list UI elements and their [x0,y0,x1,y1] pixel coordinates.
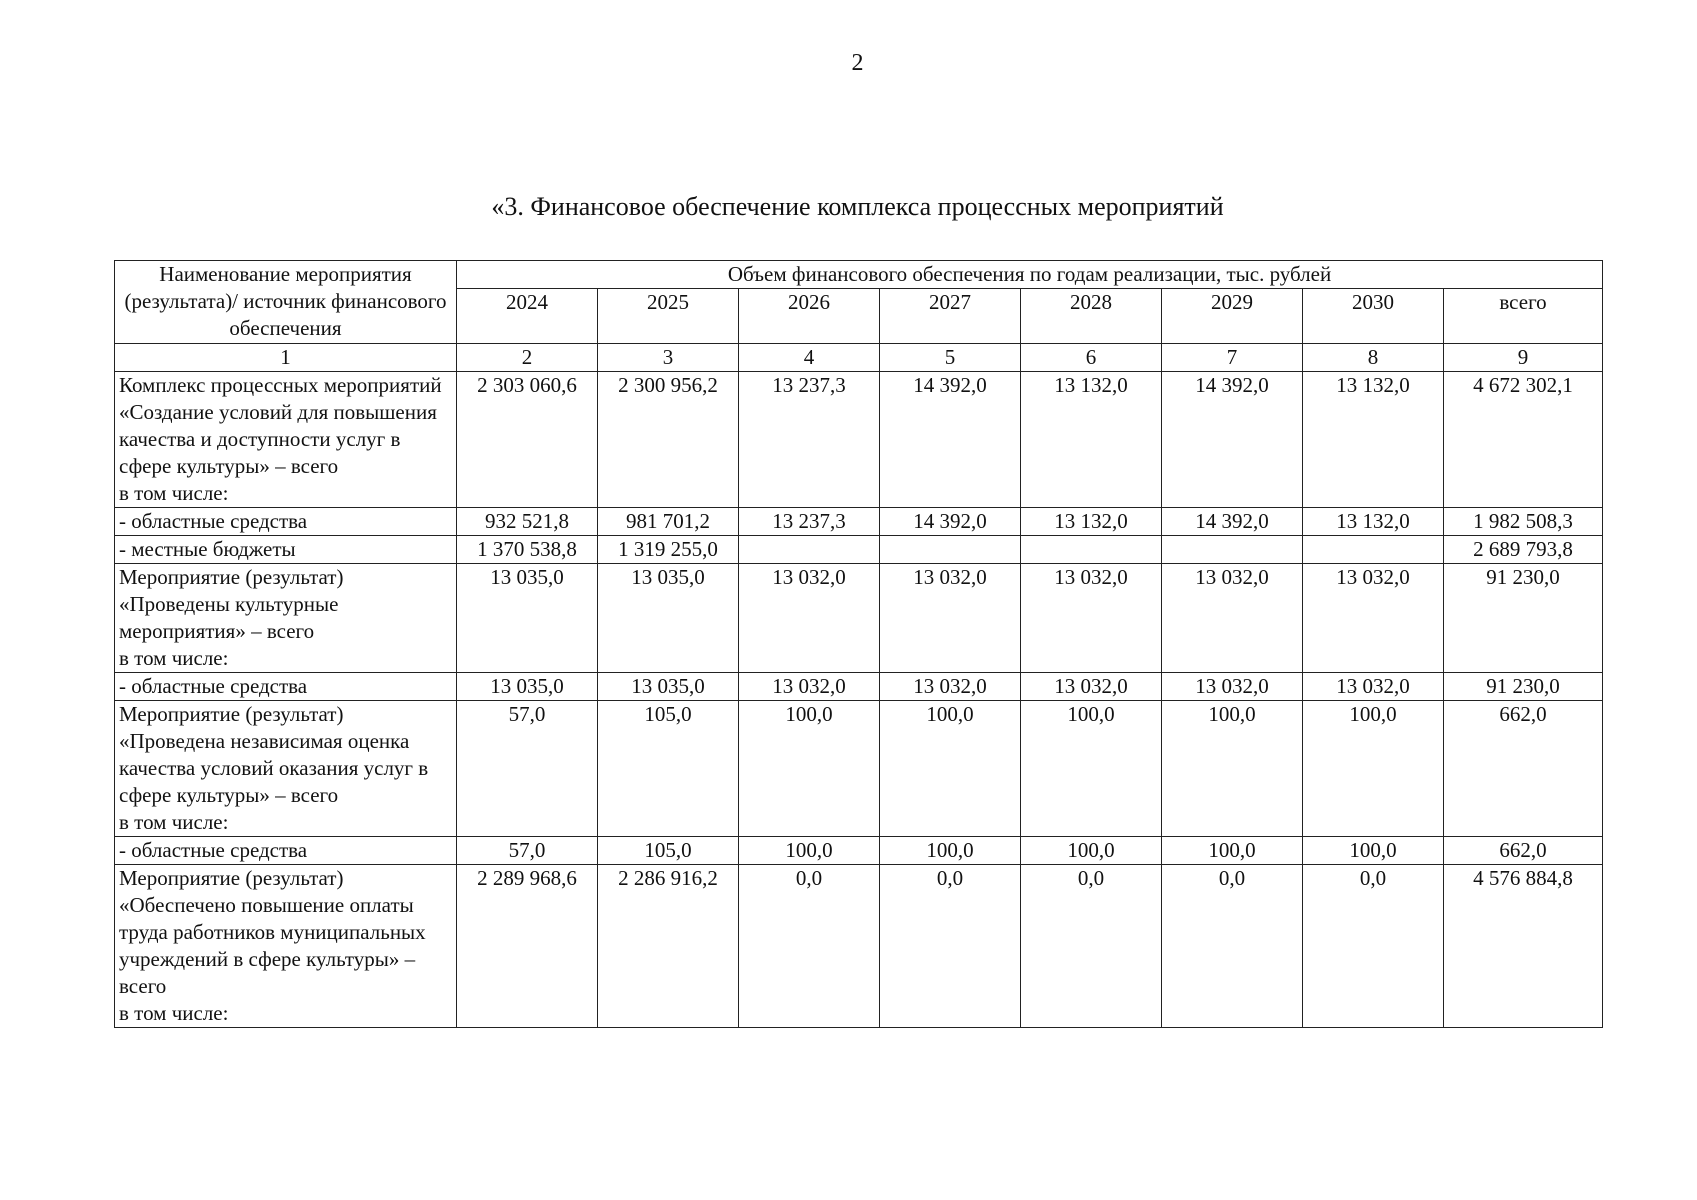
column-number: 2 [457,344,598,372]
row-value: 13 035,0 [457,673,598,701]
financing-table [114,260,1603,1028]
column-number: 3 [598,344,739,372]
section-title: «3. Финансовое обеспечение комплекса процессных мероприятий [491,192,1224,221]
row-value: 13 132,0 [1303,372,1444,508]
row-value [739,536,880,564]
table-row [115,508,1603,536]
row-value: 2 303 060,6 [457,372,598,508]
row-total: 91 230,0 [1444,564,1603,673]
header-year: 2025 [598,289,739,344]
row-value [1162,536,1303,564]
row-total: 662,0 [1444,837,1603,865]
row-value: 100,0 [1021,837,1162,865]
row-value: 13 032,0 [880,564,1021,673]
row-value: 105,0 [598,837,739,865]
row-value: 100,0 [1303,837,1444,865]
header-year: 2026 [739,289,880,344]
row-value: 13 237,3 [739,372,880,508]
row-value: 1 319 255,0 [598,536,739,564]
row-total: 1 982 508,3 [1444,508,1603,536]
column-number-row [115,344,1603,372]
table-row [115,701,1603,837]
row-value: 1 370 538,8 [457,536,598,564]
row-value: 0,0 [1162,865,1303,1028]
row-value [1303,536,1444,564]
header-year: 2028 [1021,289,1162,344]
row-value: 13 132,0 [1303,508,1444,536]
row-value: 0,0 [1303,865,1444,1028]
row-value: 100,0 [1021,701,1162,837]
row-value: 932 521,8 [457,508,598,536]
row-value [880,536,1021,564]
row-value: 981 701,2 [598,508,739,536]
column-number: 1 [115,344,457,372]
header-row-1 [115,261,1603,289]
row-value: 13 032,0 [880,673,1021,701]
row-value: 2 286 916,2 [598,865,739,1028]
header-name-column: Наименование мероприятия (результата)/ источник финансового обеспечения [115,261,457,344]
row-value: 2 289 968,6 [457,865,598,1028]
row-name: - областные средства [115,673,457,701]
row-value: 14 392,0 [880,372,1021,508]
page-number: 2 [851,50,864,76]
header-year: 2029 [1162,289,1303,344]
row-total: 91 230,0 [1444,673,1603,701]
row-value: 100,0 [1162,701,1303,837]
row-value: 13 032,0 [739,564,880,673]
table-row [115,837,1603,865]
column-number: 4 [739,344,880,372]
row-total: 4 576 884,8 [1444,865,1603,1028]
column-number: 7 [1162,344,1303,372]
row-name: Комплекс процессных мероприятий «Создание условий для повышения качества и доступности услуг в сфере культуры» – всего в том числе: [115,372,457,508]
row-value: 0,0 [739,865,880,1028]
row-value: 100,0 [739,837,880,865]
row-value: 0,0 [880,865,1021,1028]
table-row [115,865,1603,1028]
row-name: - областные средства [115,837,457,865]
row-value: 100,0 [1303,701,1444,837]
row-value: 0,0 [1021,865,1162,1028]
row-value: 13 132,0 [1021,372,1162,508]
row-value: 13 032,0 [1162,673,1303,701]
row-name: - областные средства [115,508,457,536]
header-year: 2030 [1303,289,1444,344]
row-value: 100,0 [880,701,1021,837]
row-value: 13 035,0 [457,564,598,673]
row-total: 4 672 302,1 [1444,372,1603,508]
row-value: 57,0 [457,837,598,865]
row-value: 2 300 956,2 [598,372,739,508]
row-value: 13 132,0 [1021,508,1162,536]
column-number: 9 [1444,344,1603,372]
row-name: Мероприятие (результат) «Обеспечено повышение оплаты труда работников муниципальных учреждений в сфере культуры» – всего в том числе: [115,865,457,1028]
row-value: 13 237,3 [739,508,880,536]
row-value: 13 035,0 [598,673,739,701]
row-value: 100,0 [880,837,1021,865]
row-total: 2 689 793,8 [1444,536,1603,564]
header-year: 2027 [880,289,1021,344]
row-value: 100,0 [1162,837,1303,865]
header-volume-caption: Объем финансового обеспечения по годам реализации, тыс. рублей [457,261,1603,289]
row-value [1021,536,1162,564]
row-value: 13 035,0 [598,564,739,673]
row-value: 13 032,0 [1303,564,1444,673]
row-value: 14 392,0 [1162,508,1303,536]
row-value: 57,0 [457,701,598,837]
table-row [115,673,1603,701]
row-name: Мероприятие (результат) «Проведены культурные мероприятия» – всего в том числе: [115,564,457,673]
table-row [115,372,1603,508]
header-year: 2024 [457,289,598,344]
row-value: 13 032,0 [1303,673,1444,701]
column-number: 8 [1303,344,1444,372]
row-total: 662,0 [1444,701,1603,837]
row-value: 13 032,0 [1162,564,1303,673]
column-number: 5 [880,344,1021,372]
header-total: всего [1444,289,1603,344]
row-value: 105,0 [598,701,739,837]
row-value: 13 032,0 [1021,673,1162,701]
table-row [115,536,1603,564]
row-value: 14 392,0 [1162,372,1303,508]
row-value: 13 032,0 [739,673,880,701]
row-name: Мероприятие (результат) «Проведена независимая оценка качества условий оказания услуг в сфере культуры» – всего в том числе: [115,701,457,837]
row-value: 100,0 [739,701,880,837]
row-value: 13 032,0 [1021,564,1162,673]
column-number: 6 [1021,344,1162,372]
row-name: - местные бюджеты [115,536,457,564]
row-value: 14 392,0 [880,508,1021,536]
table-row [115,564,1603,673]
